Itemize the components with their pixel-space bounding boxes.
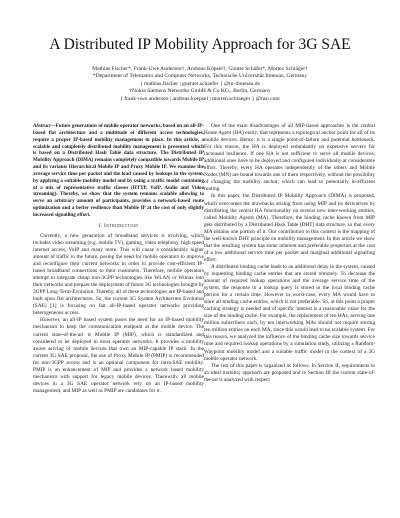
affiliation-1: *Department of Telematics and Computer Networks, Technische Universität Ilmenau, Germany (92, 73, 308, 80)
abstract-label: Abstract (33, 123, 51, 129)
authors-line: Mathias Fischer*, Frank-Uwe Andersen†, Andreas Köpsel†, Günter Schäfer*, Mortez Schläger† (92, 66, 308, 72)
email-1: { mathias.fischer | guenter.schaefer } @tu-ilmenau.de (139, 80, 261, 87)
affiliation-2: †Nokia Siemens Networks GmbH & Co KG., Berlin, Germany (129, 88, 271, 95)
paragraph: Currently, a new generation of broadband services is evolving, which includes video streaming (e.g. mobile TV), gaming, video telephony, high speed internet access, VoIP and many more. This will cause a considerably higher amount of traffic in the future, posing the need for mobile operators to improve and reconfigure their current networks in order to provide cost-efficient IP-based broadband connections to their customers. Therefore, mobile operators attempt to integrate cheap non-3GPP technologies like WLAN or Wimax into their networks and prepare the deployment of future 3G technologies brought by 3GPP Long-Term-Evolution. Thereby, all of these technologies are IP-based and built upon flat architectures. So, the current 3G System Architecture Evolution (SAE) [1] is focusing on flat all-IP-based operator networks providing heterogeneous access. (33, 232, 204, 317)
email-2: { frank-uwe.andersen | andreas.koepsel | morten.schlaeger } @nsn.com (120, 95, 280, 102)
section-heading-introduction: I. Introduction (98, 222, 139, 229)
paper-title: A Distributed IP Mobility Approach for 3G SAE (49, 36, 351, 53)
right-column (204, 123, 375, 384)
paragraph: In this paper, the Distributed IP Mobility Approach (DIMA) is proposed, which overcomes the drawbacks arising from using MIP and its derivatives by distributing the central HA functionality on several new inter-working entities, called Mobility Agents (MA). Therefore, the binding cache known from MIP gets distributed by a Distributed Hash Table (DHT) data structure, so that every MA obtains one portion of it. Our contribution in this context is the mapping of the well-known DHT principle on mobility management. In this article we show that the resulting system has some inherent and preferable properties at the cost of a low additional service time per packet and marginal additional signalling effort. (204, 193, 375, 263)
paragraph: However, an all-IP based system poses the need for an IP-based mobility mechanism to keep the communication endpoint at the mobile device. The current state-of-the-art is Mobile IP (MIP), which is standardized and considered to be deployed in most operator networks. It provides a mobility aware serving of mobile devices that own an MIP-capable IP stack. In the current 3G SAE proposal, the use of Proxy Mobile IP (PMIP) is recommended for non-3GPP access and is an optional component for intra-SAE mobility. PMIP is an enhancement of MIP and provides a network based mobility mechanism with support for legacy mobile devices. Therewith, all mobile devices in a 3G SAE operator network rely on an IP-based mobility management, and MIP as well as PMIP are candidates for it. (33, 317, 204, 394)
paragraph: One of the main disadvantages of all MIP-based approaches is the central Home Agent (HA) entity, that represents a topological anchor point for all of its mobile devices. Hence, it is a single point-of-failure and potential bottleneck. For this reason, the HA is deployed redundantly on expensive servers for increased resilience. If one HA is not sufficient to serve all mobile devices, additional ones have to be deployed and configured individually at considerable effort. Thereby, every HA operates independently of the others and Mobile Nodes (MN) are bound towards one of them respectively, without the possibility of changing the mobility anchor, which can lead to potentially in-efficient routing. (204, 123, 375, 193)
paragraph: A distributed binding cache leads to an additional delay in the system, caused by requesting binding cache entries that are stored remotely. To decrease the amount of required lookup operations and the average service time of the system, the response to a lookup query is stored in the local binding cache portion for a certain time. However in worst-case, every MA would have to store all binding cache entries, which is not preferable. So, at this point a proper caching strategy is needed and of specific interest is a reasonable value for the size of the binding cache. For example, the replacement of ten HAs, serving one million subscribers each, by ten interworking MAs should not require storing ten million entries on each MA, since this would lead to no scalable system. For this reason, we analyzed the influence of the binding cache size towards service time and required lookup operations by a simulation study, utilizing a Random-Waypoint mobility model and a suitable traffic model in the context of a 3G mobile operator network. (204, 263, 376, 362)
author-block (20, 66, 380, 103)
left-column (33, 123, 204, 395)
abstract (33, 123, 204, 219)
paragraph: The rest of this paper is organized as follows. In Section II, requirements to an ideal mobility approach are proposed and in Section III the current state-of-the-art is analyzed with respect (204, 362, 375, 383)
abstract-text: —Future generations of mobile operator networks, based on an all-IP-based flat architecture and a multitude of different access technologies, require a proper IP-based mobility management in place. In this article, a scalable and completely distributed mobility management is presented which is based on a Distributed Hash Table data structure. The Distributed IP Mobility Approach (DIMA) remains completely compatible towards Mobile IP and its variants Hierarchical Mobile IP and Proxy Mobile IP. We examine the average service time per packet and the load caused by lookups in the system, by applying a suitable mobility model and by using a traffic model containing of a mix of representative traffic classes (HTTP, VoIP, Audio and Video streaming). Thereby, we show that the system remains scalable allowing to serve an arbitrary amount of participants, provides a network-based route optimization and a better resilience than Mobile IP at the cost of only slightly increased signalling effort. (33, 123, 204, 218)
